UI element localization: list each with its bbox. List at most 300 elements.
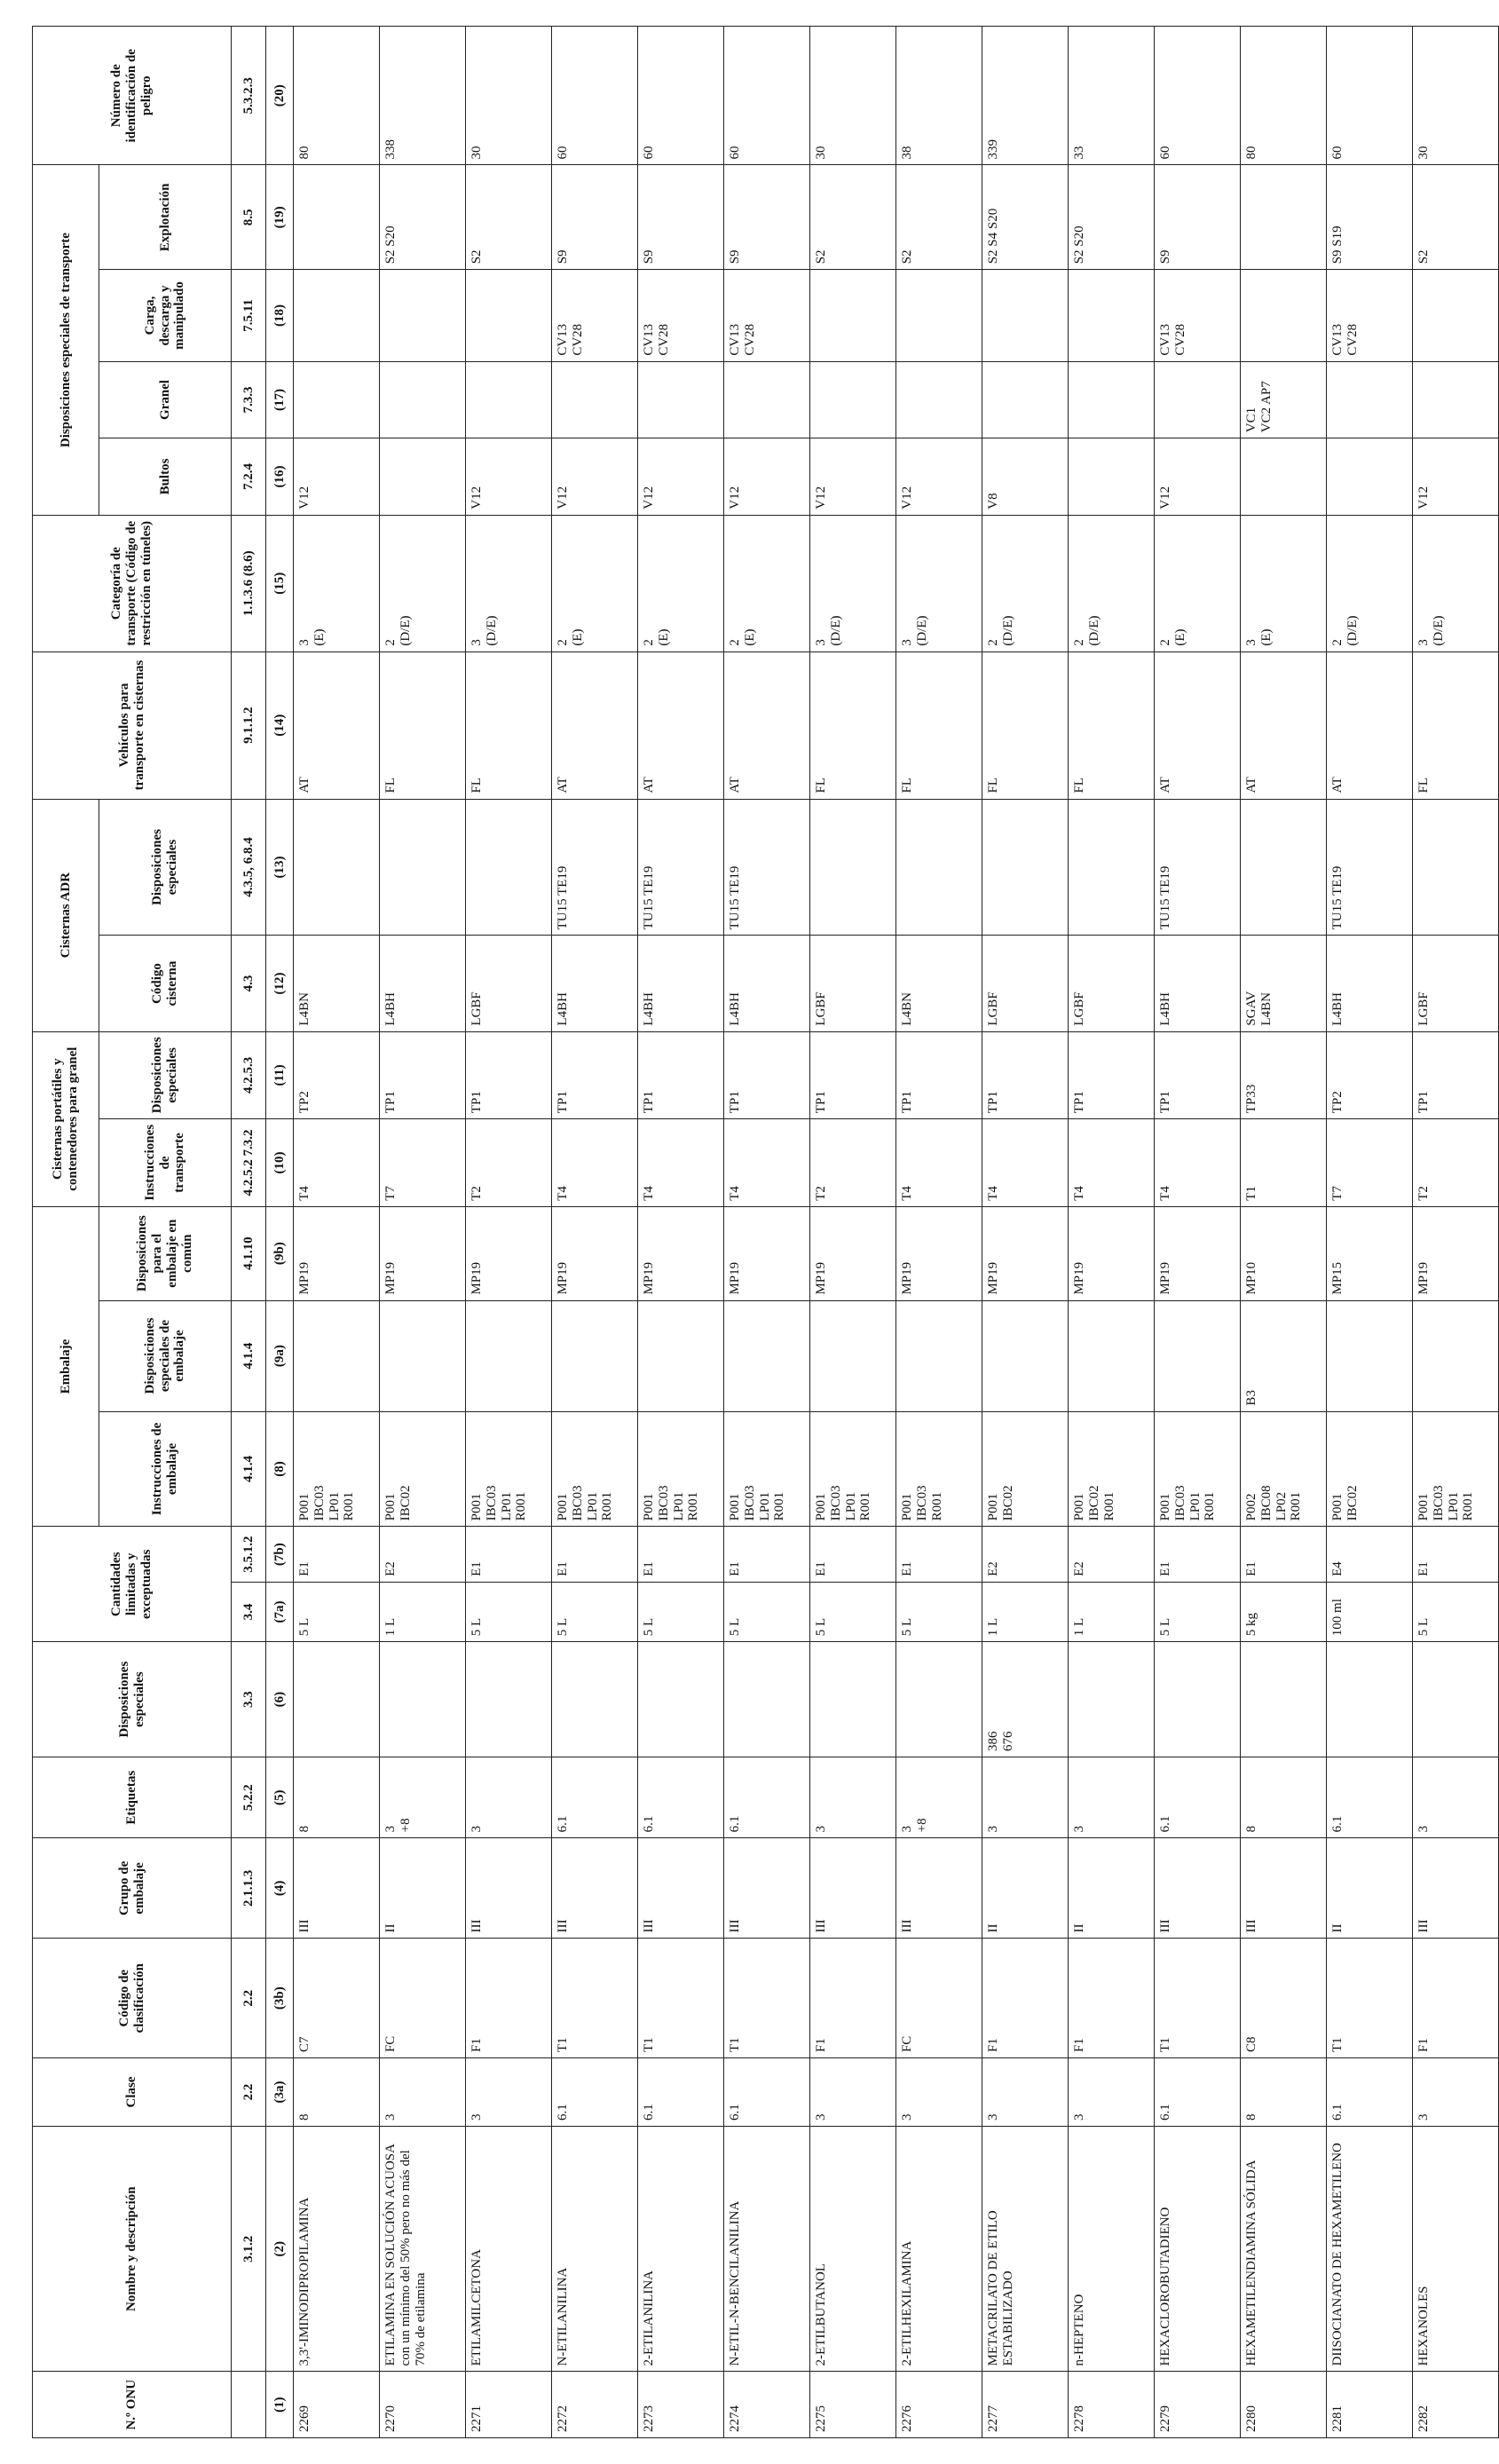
- cell-classification-code: T1: [638, 1939, 724, 2058]
- ref-clase: 2.2: [232, 2058, 266, 2127]
- cell-name-description: HEXANOLES: [1413, 2126, 1499, 2372]
- cell-name-description: ETILAMINA EN SOLUCIÓN ACUOSA con un mínimo del 50% pero no más del 70% de etilamina: [380, 2126, 466, 2372]
- cell-labels: 3: [982, 1757, 1069, 1838]
- cell-tank-code: SGAV L4BN: [1241, 936, 1327, 1031]
- table-row: [294, 27, 380, 2438]
- cell-packages: V12: [466, 438, 552, 516]
- cell-bulk: [1413, 361, 1499, 438]
- cell-transport-category: 2 (E): [1155, 515, 1241, 652]
- cell-mixed-packing: MP19: [466, 1206, 552, 1300]
- cell-loading-handling: [294, 270, 380, 361]
- cell-packing-group: III: [294, 1838, 380, 1939]
- ref-numero-peligro: 5.3.2.3: [232, 27, 266, 165]
- cell-mixed-packing: MP19: [1413, 1206, 1499, 1300]
- ref-etiquetas: 5.2.2: [232, 1757, 266, 1838]
- cell-tank-special-provisions: [1413, 799, 1499, 936]
- ref-disposiciones-adr: 4.3.5, 6.8.4: [232, 799, 266, 936]
- col-header-carga: Carga, descarga y manipulado: [99, 270, 232, 361]
- col-header-grupo-embalaje: Grupo de embalaje: [33, 1838, 232, 1939]
- ref-instrucciones-embalaje: 4.1.4: [232, 1411, 266, 1527]
- cell-packing-group: III: [896, 1838, 982, 1939]
- cell-transport-category: 3 (D/E): [1413, 515, 1499, 652]
- cell-class: 8: [1241, 2058, 1327, 2127]
- num-cantidades-7a: (7a): [266, 1582, 294, 1641]
- cell-portable-tank-instructions: T2: [466, 1119, 552, 1207]
- cell-loading-handling: [896, 270, 982, 361]
- cell-tank-special-provisions: TU15 TE19: [1327, 799, 1413, 936]
- cell-excepted-quantity: E4: [1327, 1527, 1413, 1583]
- table-row: [552, 27, 638, 2438]
- ref-granel: 7.3.3: [232, 361, 266, 438]
- cell-packing-special-provisions: [294, 1300, 380, 1411]
- table-row: [638, 27, 724, 2438]
- cell-packing-instructions: P001 IBC02: [982, 1411, 1069, 1527]
- cell-tank-vehicle: FL: [982, 652, 1069, 799]
- col-header-etiquetas: Etiquetas: [33, 1757, 232, 1838]
- cell-special-provisions: [1069, 1642, 1155, 1757]
- cell-packages: V12: [1155, 438, 1241, 516]
- ref-cantidades-7a: 3.4: [232, 1582, 266, 1641]
- cell-portable-tank-provisions: TP1: [724, 1031, 810, 1119]
- num-numero-peligro: (20): [266, 27, 294, 165]
- num-disposiciones-embalaje: (9a): [266, 1300, 294, 1411]
- cell-tank-special-provisions: [896, 799, 982, 936]
- cell-name-description: METACRILATO DE ETILO ESTABILIZADO: [982, 2126, 1069, 2372]
- cell-hazard-number: 80: [294, 27, 380, 165]
- cell-class: 8: [294, 2058, 380, 2127]
- column-number-row: [266, 27, 294, 2438]
- cell-classification-code: FC: [896, 1939, 982, 2058]
- cell-packing-special-provisions: [638, 1300, 724, 1411]
- table-row: [1241, 27, 1327, 2438]
- cell-limited-quantity: 5 L: [896, 1582, 982, 1641]
- cell-operation: S2: [1413, 165, 1499, 270]
- cell-un-number: 2278: [1069, 2372, 1155, 2438]
- cell-un-number: 2269: [294, 2372, 380, 2438]
- cell-limited-quantity: 5 L: [724, 1582, 810, 1641]
- cell-packages: V12: [724, 438, 810, 516]
- cell-mixed-packing: MP19: [552, 1206, 638, 1300]
- cell-mixed-packing: MP10: [1241, 1206, 1327, 1300]
- cell-tank-code: L4BH: [552, 936, 638, 1031]
- cell-mixed-packing: MP19: [896, 1206, 982, 1300]
- col-header-codigo-cisterna: Código cisterna: [99, 936, 232, 1031]
- cell-un-number: 2272: [552, 2372, 638, 2438]
- cell-excepted-quantity: E2: [982, 1527, 1069, 1583]
- cell-bulk: [638, 361, 724, 438]
- cell-classification-code: C7: [294, 1939, 380, 2058]
- ref-disposiciones-especiales: 3.3: [232, 1642, 266, 1757]
- cell-class: 3: [380, 2058, 466, 2127]
- dangerous-goods-table: [32, 26, 1499, 2438]
- cell-packing-instructions: P001 IBC03 LP01 R001: [810, 1411, 896, 1527]
- cell-limited-quantity: 1 L: [982, 1582, 1069, 1641]
- table-row: [466, 27, 552, 2438]
- cell-limited-quantity: 1 L: [1069, 1582, 1155, 1641]
- cell-class: 3: [1413, 2058, 1499, 2127]
- cell-mixed-packing: MP19: [724, 1206, 810, 1300]
- cell-operation: S9: [724, 165, 810, 270]
- table-row: [1327, 27, 1413, 2438]
- cell-portable-tank-instructions: T2: [810, 1119, 896, 1207]
- cell-portable-tank-instructions: T4: [552, 1119, 638, 1207]
- cell-packing-group: III: [466, 1838, 552, 1939]
- num-etiquetas: (5): [266, 1757, 294, 1838]
- cell-bulk: [1069, 361, 1155, 438]
- cell-un-number: 2279: [1155, 2372, 1241, 2438]
- cell-portable-tank-provisions: TP2: [1327, 1031, 1413, 1119]
- ref-codigo-clasificacion: 2.2: [232, 1939, 266, 2058]
- cell-excepted-quantity: E1: [724, 1527, 810, 1583]
- num-codigo-cisterna: (12): [266, 936, 294, 1031]
- cell-un-number: 2270: [380, 2372, 466, 2438]
- cell-mixed-packing: MP19: [810, 1206, 896, 1300]
- cell-portable-tank-instructions: T4: [896, 1119, 982, 1207]
- cell-tank-code: LGBF: [1069, 936, 1155, 1031]
- group-header-embalaje: Embalaje: [33, 1206, 99, 1527]
- cell-bulk: [1155, 361, 1241, 438]
- num-disposiciones-especiales: (6): [266, 1642, 294, 1757]
- cell-excepted-quantity: E2: [380, 1527, 466, 1583]
- col-header-granel: Granel: [99, 361, 232, 438]
- cell-packing-instructions: P001 IBC03 LP01 R001: [724, 1411, 810, 1527]
- cell-mixed-packing: MP19: [1069, 1206, 1155, 1300]
- cell-classification-code: F1: [1413, 1939, 1499, 2058]
- cell-limited-quantity: 5 L: [294, 1582, 380, 1641]
- ref-embalaje-comun: 4.1.10: [232, 1206, 266, 1300]
- cell-loading-handling: [1241, 270, 1327, 361]
- cell-portable-tank-instructions: T4: [982, 1119, 1069, 1207]
- cell-limited-quantity: 5 L: [466, 1582, 552, 1641]
- cell-bulk: [724, 361, 810, 438]
- cell-labels: 6.1: [1155, 1757, 1241, 1838]
- cell-class: 3: [982, 2058, 1069, 2127]
- cell-name-description: n-HEPTENO: [1069, 2126, 1155, 2372]
- col-header-explotacion: Explotación: [99, 165, 232, 270]
- cell-bulk: [982, 361, 1069, 438]
- cell-name-description: 3,3'-IMINODIPROPILAMINA: [294, 2126, 380, 2372]
- cell-limited-quantity: 1 L: [380, 1582, 466, 1641]
- cell-tank-special-provisions: [380, 799, 466, 936]
- ref-instrucciones-transporte: 4.2.5.2 7.3.2: [232, 1119, 266, 1207]
- cell-special-provisions: [1155, 1642, 1241, 1757]
- cell-portable-tank-provisions: TP1: [1069, 1031, 1155, 1119]
- cell-packing-instructions: P001 IBC03 R001: [896, 1411, 982, 1527]
- cell-mixed-packing: MP19: [1155, 1206, 1241, 1300]
- cell-packing-special-provisions: [466, 1300, 552, 1411]
- cell-portable-tank-provisions: TP1: [1413, 1031, 1499, 1119]
- ref-disposiciones-embalaje: 4.1.4: [232, 1300, 266, 1411]
- cell-portable-tank-provisions: TP1: [466, 1031, 552, 1119]
- cell-hazard-number: 339: [982, 27, 1069, 165]
- cell-tank-vehicle: AT: [724, 652, 810, 799]
- cell-loading-handling: CV13 CV28: [638, 270, 724, 361]
- cell-classification-code: F1: [466, 1939, 552, 2058]
- cell-labels: 3: [1413, 1757, 1499, 1838]
- cell-special-provisions: [638, 1642, 724, 1757]
- cell-classification-code: T1: [1327, 1939, 1413, 2058]
- cell-tank-special-provisions: TU15 TE19: [724, 799, 810, 936]
- col-header-embalaje-comun: Disposiciones para el embalaje en común: [99, 1206, 232, 1300]
- cell-packages: V12: [294, 438, 380, 516]
- cell-packing-instructions: P001 IBC03 LP01 R001: [294, 1411, 380, 1527]
- table-row: [982, 27, 1069, 2438]
- table-row: [380, 27, 466, 2438]
- cell-packages: V12: [1413, 438, 1499, 516]
- cell-packing-special-provisions: [380, 1300, 466, 1411]
- col-header-disposiciones-embalaje: Disposiciones especiales de embalaje: [99, 1300, 232, 1411]
- cell-name-description: DIISOCIANATO DE HEXAMETILENO: [1327, 2126, 1413, 2372]
- cell-name-description: N-ETILANILINA: [552, 2126, 638, 2372]
- cell-hazard-number: 30: [466, 27, 552, 165]
- num-carga: (18): [266, 270, 294, 361]
- cell-transport-category: 3 (E): [294, 515, 380, 652]
- cell-portable-tank-provisions: TP1: [1155, 1031, 1241, 1119]
- num-embalaje-comun: (9b): [266, 1206, 294, 1300]
- cell-special-provisions: [466, 1642, 552, 1757]
- cell-un-number: 2281: [1327, 2372, 1413, 2438]
- cell-mixed-packing: MP19: [294, 1206, 380, 1300]
- cell-excepted-quantity: E1: [466, 1527, 552, 1583]
- cell-un-number: 2275: [810, 2372, 896, 2438]
- cell-hazard-number: 80: [1241, 27, 1327, 165]
- cell-tank-code: LGBF: [810, 936, 896, 1031]
- cell-portable-tank-provisions: TP1: [810, 1031, 896, 1119]
- cell-excepted-quantity: E2: [1069, 1527, 1155, 1583]
- cell-tank-vehicle: AT: [638, 652, 724, 799]
- cell-class: 3: [1069, 2058, 1155, 2127]
- table-body: [294, 27, 1499, 2438]
- cell-hazard-number: 30: [1413, 27, 1499, 165]
- cell-labels: 3 +8: [896, 1757, 982, 1838]
- cell-name-description: ETILAMILCETONA: [466, 2126, 552, 2372]
- cell-tank-code: L4BH: [1327, 936, 1413, 1031]
- num-bultos: (16): [266, 438, 294, 516]
- cell-operation: S2: [466, 165, 552, 270]
- cell-limited-quantity: 5 L: [638, 1582, 724, 1641]
- cell-mixed-packing: MP19: [638, 1206, 724, 1300]
- cell-loading-handling: CV13 CV28: [1327, 270, 1413, 361]
- cell-packages: V12: [810, 438, 896, 516]
- cell-transport-category: 3 (E): [1241, 515, 1327, 652]
- cell-hazard-number: 33: [1069, 27, 1155, 165]
- cell-labels: 3: [810, 1757, 896, 1838]
- cell-limited-quantity: 5 kg: [1241, 1582, 1327, 1641]
- col-header-clase: Clase: [33, 2058, 232, 2127]
- cell-bulk: [380, 361, 466, 438]
- cell-hazard-number: 60: [1327, 27, 1413, 165]
- cell-packing-special-provisions: [1155, 1300, 1241, 1411]
- col-header-un: N.º ONU: [33, 2372, 232, 2438]
- cell-labels: 6.1: [552, 1757, 638, 1838]
- cell-transport-category: 3 (D/E): [896, 515, 982, 652]
- cell-mixed-packing: MP19: [380, 1206, 466, 1300]
- cell-un-number: 2282: [1413, 2372, 1499, 2438]
- cell-hazard-number: 38: [896, 27, 982, 165]
- cell-packages: [1241, 438, 1327, 516]
- cell-transport-category: 3 (D/E): [466, 515, 552, 652]
- cell-tank-special-provisions: [466, 799, 552, 936]
- cell-loading-handling: CV13 CV28: [552, 270, 638, 361]
- num-nombre: (2): [266, 2126, 294, 2372]
- cell-portable-tank-instructions: T4: [638, 1119, 724, 1207]
- cell-tank-code: LGBF: [466, 936, 552, 1031]
- cell-hazard-number: 60: [638, 27, 724, 165]
- cell-packing-special-provisions: [724, 1300, 810, 1411]
- cell-tank-vehicle: AT: [552, 652, 638, 799]
- cell-packing-instructions: P001 IBC03 LP01 R001: [466, 1411, 552, 1527]
- cell-un-number: 2271: [466, 2372, 552, 2438]
- cell-portable-tank-provisions: TP1: [552, 1031, 638, 1119]
- num-vehiculos: (14): [266, 652, 294, 799]
- cell-transport-category: 2 (D/E): [380, 515, 466, 652]
- cell-tank-code: L4BN: [294, 936, 380, 1031]
- ref-cantidades-7b: 3.5.1.2: [232, 1527, 266, 1583]
- cell-packages: V12: [552, 438, 638, 516]
- cell-excepted-quantity: E1: [638, 1527, 724, 1583]
- ref-grupo-embalaje: 2.1.1.3: [232, 1838, 266, 1939]
- cell-packages: [380, 438, 466, 516]
- cell-un-number: 2274: [724, 2372, 810, 2438]
- cell-packing-group: III: [552, 1838, 638, 1939]
- cell-limited-quantity: 5 L: [552, 1582, 638, 1641]
- cell-packages: [1069, 438, 1155, 516]
- cell-excepted-quantity: E1: [1241, 1527, 1327, 1583]
- cell-classification-code: C8: [1241, 1939, 1327, 2058]
- num-disposiciones-cp: (11): [266, 1031, 294, 1119]
- cell-operation: [294, 165, 380, 270]
- cell-class: 3: [896, 2058, 982, 2127]
- cell-operation: S2 S20: [380, 165, 466, 270]
- cell-classification-code: FC: [380, 1939, 466, 2058]
- cell-tank-vehicle: AT: [1327, 652, 1413, 799]
- cell-loading-handling: [1413, 270, 1499, 361]
- cell-class: 6.1: [638, 2058, 724, 2127]
- cell-bulk: VC1 VC2 AP7: [1241, 361, 1327, 438]
- cell-name-description: N-ETIL-N-BENCILANILINA: [724, 2126, 810, 2372]
- cell-mixed-packing: MP15: [1327, 1206, 1413, 1300]
- cell-excepted-quantity: E1: [1413, 1527, 1499, 1583]
- cell-class: 3: [466, 2058, 552, 2127]
- cell-special-provisions: 386 676: [982, 1642, 1069, 1757]
- cell-portable-tank-provisions: TP1: [380, 1031, 466, 1119]
- cell-packing-special-provisions: [896, 1300, 982, 1411]
- cell-bulk: [552, 361, 638, 438]
- ref-bultos: 7.2.4: [232, 438, 266, 516]
- col-header-instrucciones-embalaje: Instrucciones de embalaje: [99, 1411, 232, 1527]
- cell-special-provisions: [380, 1642, 466, 1757]
- cell-labels: 6.1: [638, 1757, 724, 1838]
- ref-categoria-transporte: 1.1.3.6 (8.6): [232, 515, 266, 652]
- cell-portable-tank-instructions: T7: [1327, 1119, 1413, 1207]
- col-header-disposiciones-adr: Disposiciones especiales: [99, 799, 232, 936]
- cell-portable-tank-provisions: TP1: [638, 1031, 724, 1119]
- cell-classification-code: F1: [810, 1939, 896, 2058]
- cell-packing-special-provisions: [810, 1300, 896, 1411]
- num-explotacion: (19): [266, 165, 294, 270]
- cell-name-description: 2-ETILBUTANOL: [810, 2126, 896, 2372]
- cell-un-number: 2277: [982, 2372, 1069, 2438]
- cell-portable-tank-instructions: T2: [1413, 1119, 1499, 1207]
- cell-tank-code: LGBF: [982, 936, 1069, 1031]
- cell-packing-special-provisions: [982, 1300, 1069, 1411]
- cell-class: 6.1: [724, 2058, 810, 2127]
- cell-packing-group: II: [1069, 1838, 1155, 1939]
- cell-packages: V8: [982, 438, 1069, 516]
- reference-row: [232, 27, 266, 2438]
- cell-labels: 8: [1241, 1757, 1327, 1838]
- cell-packing-instructions: P001 IBC02: [380, 1411, 466, 1527]
- cell-tank-code: L4BH: [380, 936, 466, 1031]
- ref-un: [232, 2372, 266, 2438]
- col-header-categoria-transporte: Categoría de transporte (Código de restricción en túneles): [33, 515, 232, 652]
- num-granel: (17): [266, 361, 294, 438]
- cell-transport-category: 2 (D/E): [1069, 515, 1155, 652]
- cell-operation: S9: [552, 165, 638, 270]
- table-row: [1413, 27, 1499, 2438]
- cell-packing-instructions: P001 IBC03 LP01 R001: [638, 1411, 724, 1527]
- cell-mixed-packing: MP19: [982, 1206, 1069, 1300]
- cell-operation: [1241, 165, 1327, 270]
- num-cantidades-7b: (7b): [266, 1527, 294, 1583]
- cell-tank-special-provisions: [294, 799, 380, 936]
- cell-class: 3: [810, 2058, 896, 2127]
- col-header-disposiciones-cp: Disposiciones especiales: [99, 1031, 232, 1119]
- cell-loading-handling: [466, 270, 552, 361]
- cell-hazard-number: 338: [380, 27, 466, 165]
- cell-labels: 6.1: [724, 1757, 810, 1838]
- cell-packing-group: III: [638, 1838, 724, 1939]
- cell-packing-special-provisions: [1069, 1300, 1155, 1411]
- cell-special-provisions: [810, 1642, 896, 1757]
- cell-bulk: [466, 361, 552, 438]
- cell-packing-group: III: [810, 1838, 896, 1939]
- table-row: [810, 27, 896, 2438]
- cell-hazard-number: 60: [552, 27, 638, 165]
- num-categoria-transporte: (15): [266, 515, 294, 652]
- col-header-cantidades-limitadas: Cantidades limitadas y exceptuadas: [33, 1527, 232, 1642]
- cell-tank-special-provisions: TU15 TE19: [552, 799, 638, 936]
- ref-vehiculos: 9.1.1.2: [232, 652, 266, 799]
- cell-tank-code: L4BN: [896, 936, 982, 1031]
- num-grupo-embalaje: (4): [266, 1838, 294, 1939]
- cell-packing-instructions: P001 IBC03 LP01 R001: [1413, 1411, 1499, 1527]
- cell-tank-vehicle: FL: [896, 652, 982, 799]
- cell-limited-quantity: 5 L: [1155, 1582, 1241, 1641]
- cell-tank-special-provisions: TU15 TE19: [1155, 799, 1241, 936]
- cell-labels: 3 +8: [380, 1757, 466, 1838]
- cell-packing-instructions: P001 IBC02 R001: [1069, 1411, 1155, 1527]
- cell-portable-tank-instructions: T4: [724, 1119, 810, 1207]
- cell-operation: S9: [1155, 165, 1241, 270]
- cell-classification-code: F1: [1069, 1939, 1155, 2058]
- cell-tank-vehicle: AT: [1241, 652, 1327, 799]
- col-header-vehiculos: Vehículos para transporte en cisternas: [33, 652, 232, 799]
- num-instrucciones-transporte: (10): [266, 1119, 294, 1207]
- cell-tank-vehicle: FL: [1069, 652, 1155, 799]
- cell-excepted-quantity: E1: [294, 1527, 380, 1583]
- cell-special-provisions: [1327, 1642, 1413, 1757]
- cell-packing-instructions: P001 IBC03 LP01 R001: [1155, 1411, 1241, 1527]
- cell-operation: S2 S20: [1069, 165, 1155, 270]
- cell-tank-code: L4BH: [638, 936, 724, 1031]
- cell-packing-instructions: P002 IBC08 LP02 R001: [1241, 1411, 1327, 1527]
- cell-name-description: 2-ETILHEXILAMINA: [896, 2126, 982, 2372]
- cell-packing-group: II: [982, 1838, 1069, 1939]
- col-header-instrucciones-transporte: Instrucciones de transporte: [99, 1119, 232, 1207]
- cell-portable-tank-instructions: T4: [294, 1119, 380, 1207]
- cell-class: 6.1: [1155, 2058, 1241, 2127]
